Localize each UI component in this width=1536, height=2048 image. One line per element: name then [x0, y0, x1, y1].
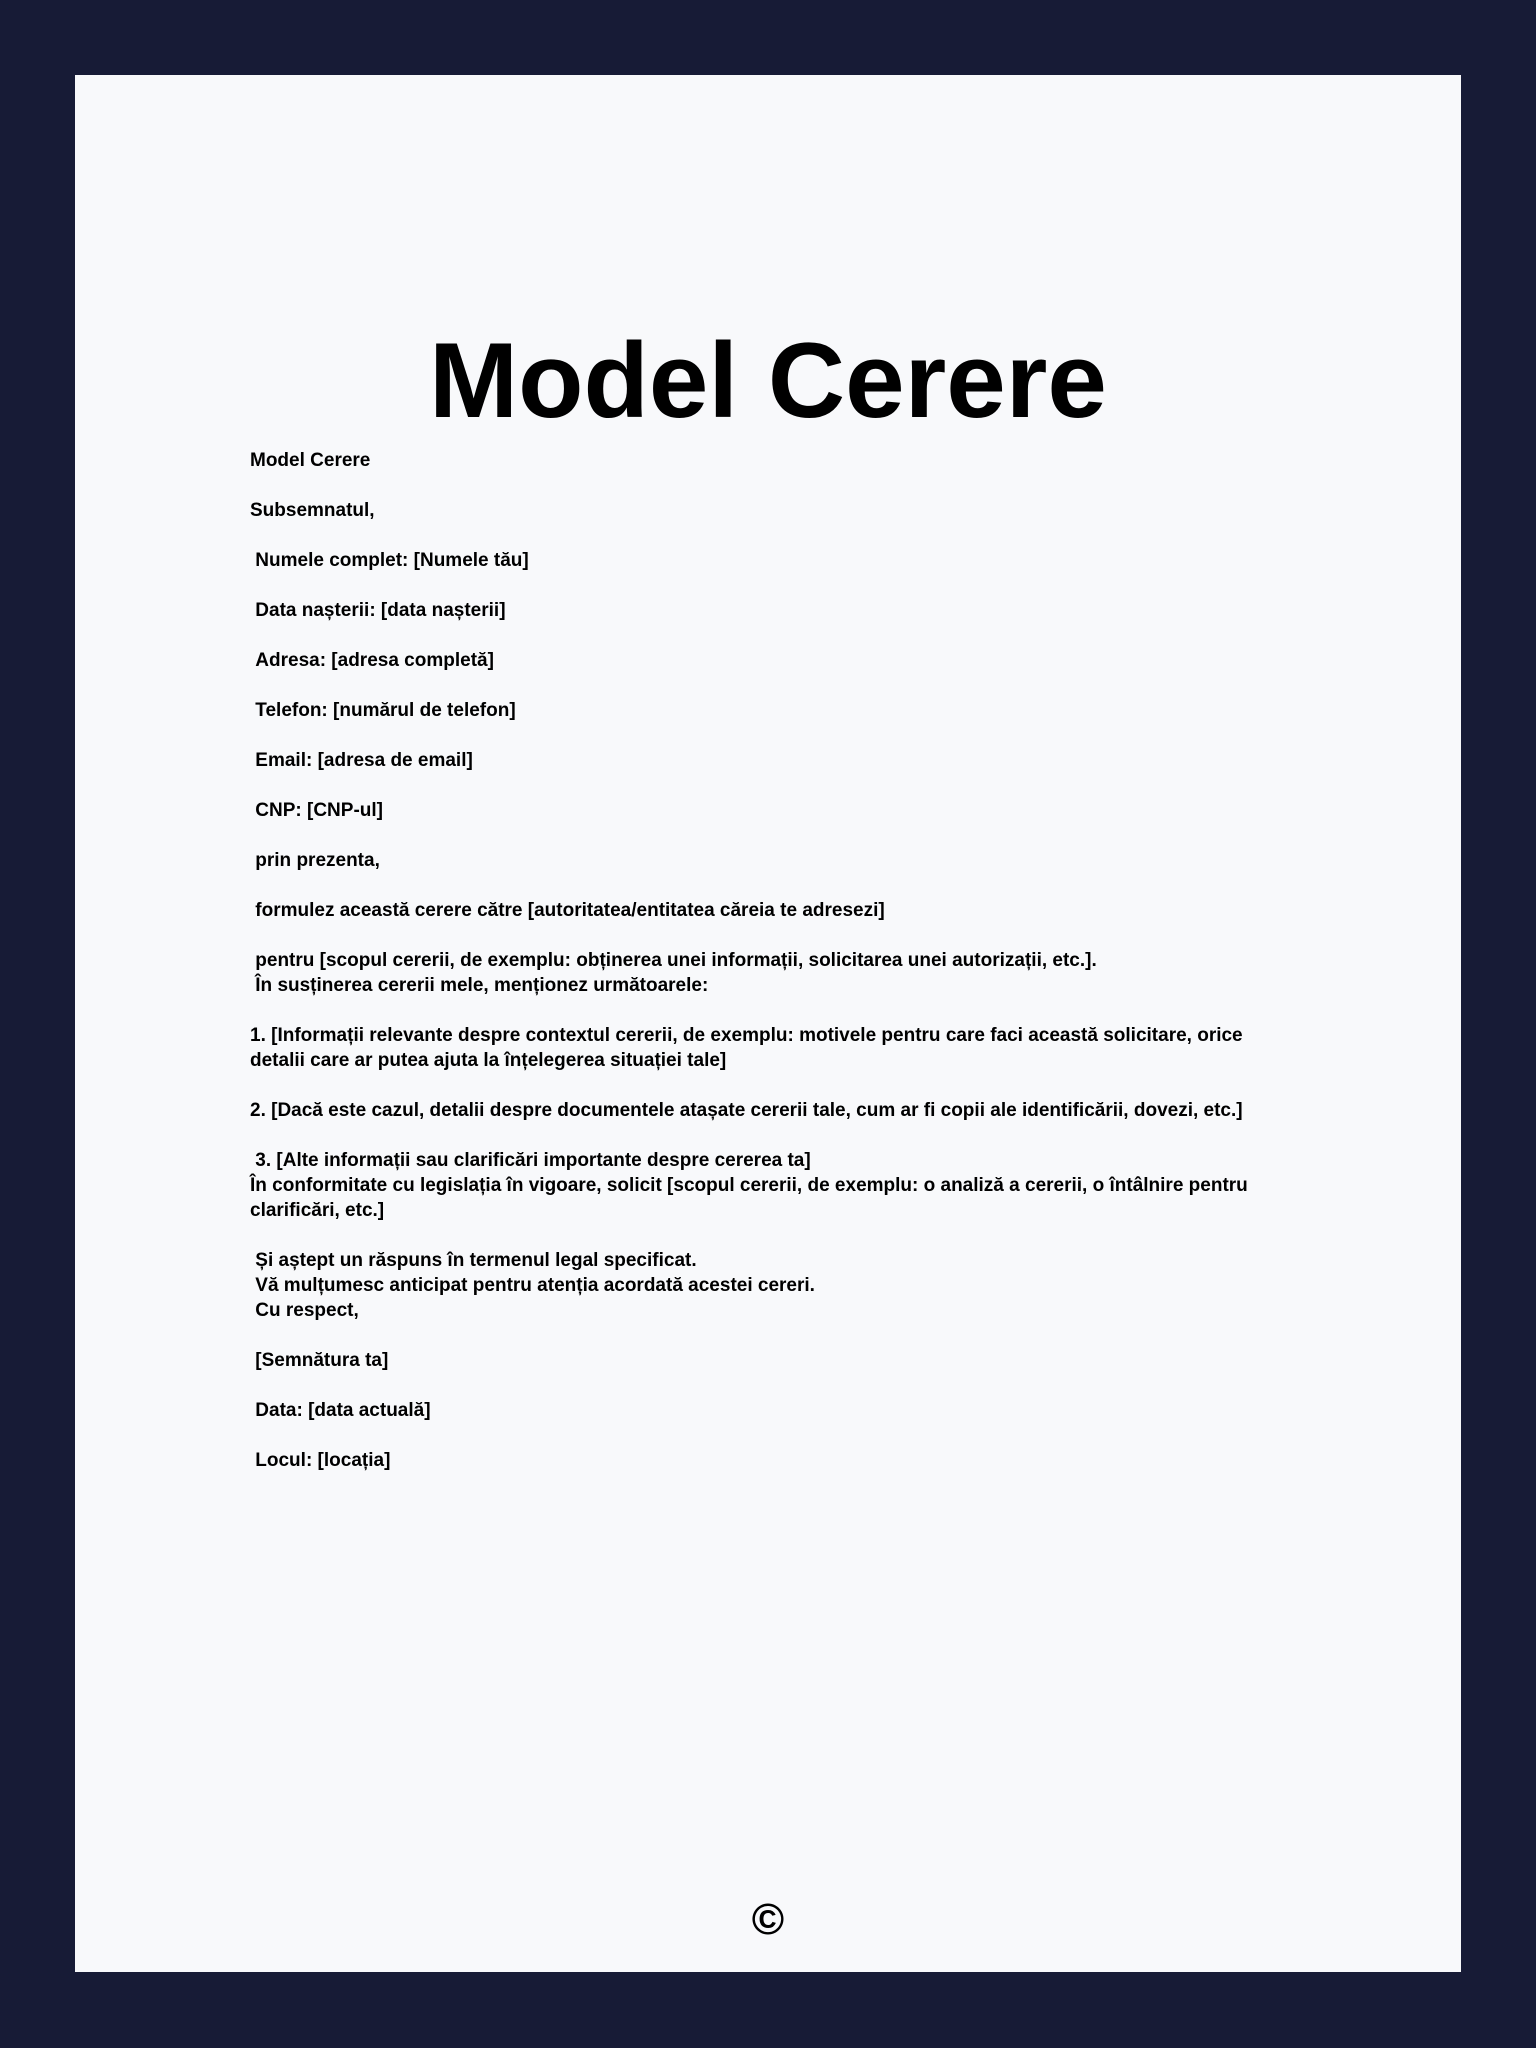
- copyright-symbol: ©: [751, 1895, 785, 1944]
- document-page: [75, 75, 1461, 1972]
- document-body: Model Cerere Subsemnatul, Numele complet: [Numele tău] Data nașterii: [data nașterii] Adresa: [adresa completă] Telefon: [numărul de telefon] Email: [adresa de email] CNP: [CNP-ul] prin prezenta, formulez această cerere către [autoritatea/entitatea căreia te adresezi] pentru [scopul cererii, de exemplu: obținerea unei informații, solicitarea unei autorizații, etc.]. În susținerea cererii mele, menționez următoarele: 1. [Informații relevante despre contextul cererii, de exemplu: motivele pentru care faci această solicitare, orice detalii care ar putea ajuta la înțelegerea situației tale] 2. [Dacă este cazul, detalii despre documentele atașate cererii tale, cum ar fi copii ale identificării, dovezi, etc.] 3. [Alte informații sau clarificări importante despre cererea ta] În conformitate cu legislația în vigoare, solicit [scopul cererii, de exemplu: o analiză a cererii, o întâlnire pentru clarificări, etc.] Și aștept un răspuns în termenul legal specificat. Vă mulțumesc anticipat pentru atenția acordată acestei cereri. Cu respect, [Semnătura ta] Data: [data actuală] Locul: [locația]: [250, 450, 1248, 1471]
- document-title: Model Cerere: [429, 320, 1107, 440]
